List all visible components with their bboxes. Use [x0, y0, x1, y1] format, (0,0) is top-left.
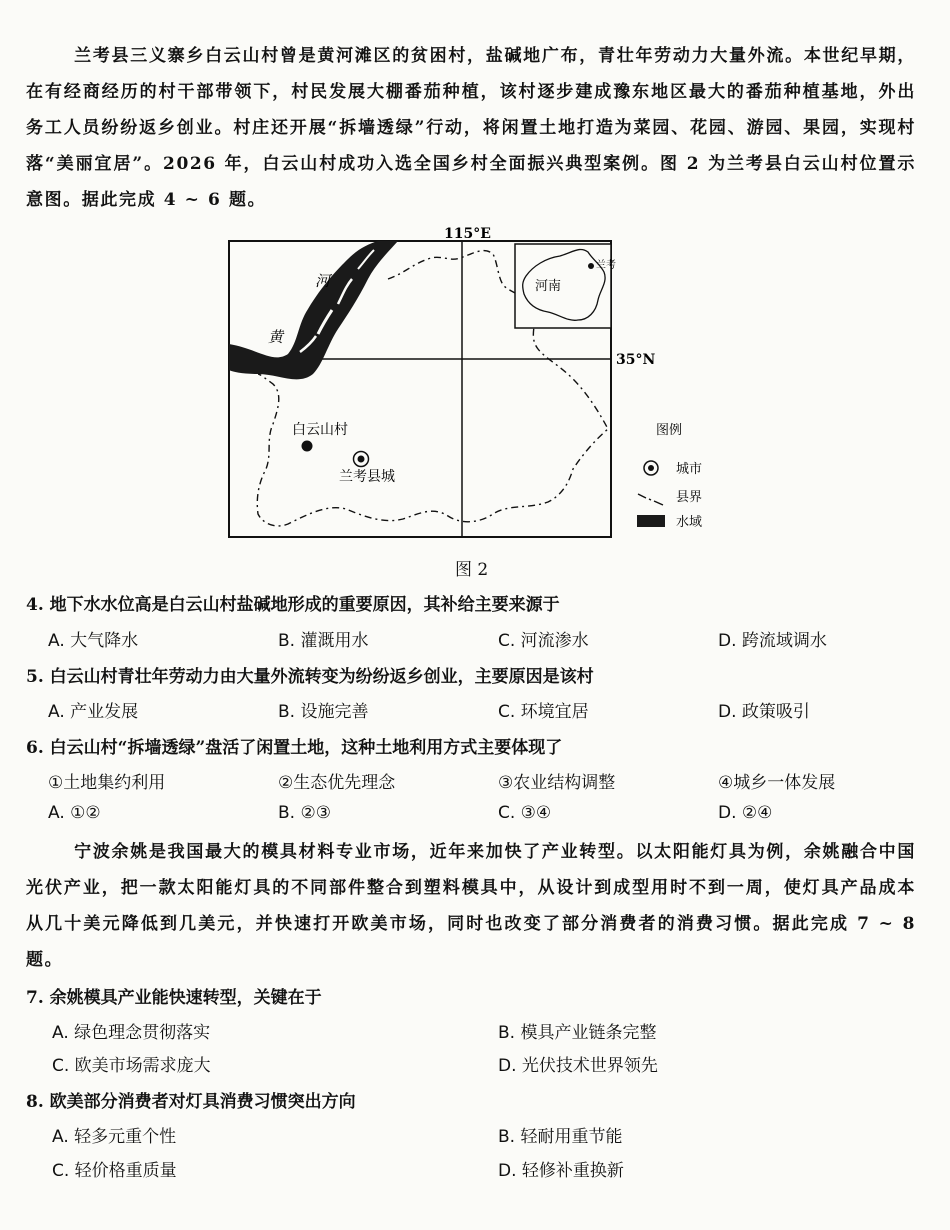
legend-title: 图例: [656, 423, 683, 438]
q5-option-c[interactable]: C. 环境宜居: [498, 702, 589, 722]
q8-option-b[interactable]: B. 轻耐用重节能: [498, 1127, 623, 1147]
q5-option-d[interactable]: D. 政策吸引: [718, 702, 810, 722]
lat-label: 35°N: [616, 352, 656, 368]
figure-caption: 图 2: [455, 560, 489, 580]
question-5-stem: 5. 白云山村青壮年劳动力由大量外流转变为纷纷返乡创业，主要原因是该村: [26, 667, 594, 687]
q8-option-d[interactable]: D. 轻修补重换新: [498, 1161, 624, 1181]
q5-option-b[interactable]: B. 设施完善: [278, 702, 369, 722]
legend-water-icon: [637, 515, 665, 527]
passage-2: [26, 834, 916, 978]
q6-item-3: ③农业结构调整: [498, 773, 616, 793]
q7-option-d[interactable]: D. 光伏技术世界领先: [498, 1056, 658, 1076]
passage-2-text: 宁波余姚是我国最大的模具材料专业市场，近年来加快了产业转型。以太阳能灯具为例，余姚融合中国光伏产业，把一款太阳能灯具的不同部件整合到塑料模具中，从设计到成型用时不到一周，使灯具产品成本从几十美元降低到几美元，并快速打开欧美市场，同时也改变了部分消费者的消费习惯。据此完成 7 ~ 8 题。: [26, 842, 916, 970]
question-6-stem: 6. 白云山村“拆墙透绿”盘活了闲置土地，这种土地利用方式主要体现了: [26, 738, 563, 758]
county-seat-label: 兰考县城: [339, 469, 395, 485]
q4-option-d[interactable]: D. 跨流域调水: [718, 631, 827, 651]
inset-map: [515, 244, 616, 328]
legend-boundary-label: 县界: [676, 490, 703, 505]
q6-item-1: ①土地集约利用: [48, 773, 166, 793]
question-7-stem: 7. 余姚模具产业能快速转型，关键在于: [26, 988, 322, 1008]
map-svg: [228, 224, 728, 542]
passage-1-text: 兰考县三义寨乡白云山村曾是黄河滩区的贫困村，盐碱地广布，青壮年劳动力大量外流。本世纪早期，在有经商经历的村干部带领下，村民发展大棚番茄种植，该村逐步建成豫东地区最大的番茄种植基地，外出务工人员纷纷返乡创业。村庄还开展“拆墙透绿”行动，将闲置土地打造为菜园、花园、游园、果园，实现村落“美丽宜居”。2026 年，白云山村成功入选全国乡村全面振兴典型案例。图 2 为兰考县白云山村位置示意图。据此完成 4 ~ 6 题。: [26, 46, 916, 210]
q7-option-c[interactable]: C. 欧美市场需求庞大: [52, 1056, 211, 1076]
question-4-stem: 4. 地下水水位高是白云山村盐碱地形成的重要原因，其补给主要来源于: [26, 595, 560, 615]
q6-option-a[interactable]: A. ①②: [48, 803, 101, 823]
q7-option-b[interactable]: B. 模具产业链条完整: [498, 1023, 657, 1043]
map-legend: [637, 423, 702, 530]
q7-option-a[interactable]: A. 绿色理念贯彻落实: [52, 1023, 211, 1043]
q6-option-b[interactable]: B. ②③: [278, 803, 331, 823]
q6-item-2: ②生态优先理念: [278, 773, 396, 793]
q4-option-b[interactable]: B. 灌溉用水: [278, 631, 369, 651]
legend-city-label: 城市: [676, 462, 703, 477]
location-map: [228, 224, 728, 542]
q5-option-a[interactable]: A. 产业发展: [48, 702, 139, 722]
question-8-stem: 8. 欧美部分消费者对灯具消费习惯突出方向: [26, 1092, 356, 1112]
legend-city-icon: [644, 461, 658, 475]
river-label-he: 河: [315, 272, 331, 290]
q6-option-c[interactable]: C. ③④: [498, 803, 552, 823]
q6-item-4: ④城乡一体发展: [718, 773, 836, 793]
inset-county-label: 兰考: [596, 260, 616, 271]
lon-label: 115°E: [444, 226, 491, 242]
legend-water-label: 水域: [676, 515, 703, 530]
inset-province-label: 河南: [535, 279, 562, 294]
county-seat-icon: [354, 452, 369, 467]
river-label-huang: 黄: [268, 328, 284, 346]
legend-boundary-icon: [638, 494, 663, 505]
village-label: 白云山村: [292, 422, 348, 438]
q8-option-c[interactable]: C. 轻价格重质量: [52, 1161, 177, 1181]
q8-option-a[interactable]: A. 轻多元重个性: [52, 1127, 177, 1147]
q4-option-a[interactable]: A. 大气降水: [48, 631, 139, 651]
village-dot: [302, 441, 313, 452]
q6-option-d[interactable]: D. ②④: [718, 803, 773, 823]
q4-option-c[interactable]: C. 河流渗水: [498, 631, 589, 651]
passage-1: [26, 38, 916, 218]
